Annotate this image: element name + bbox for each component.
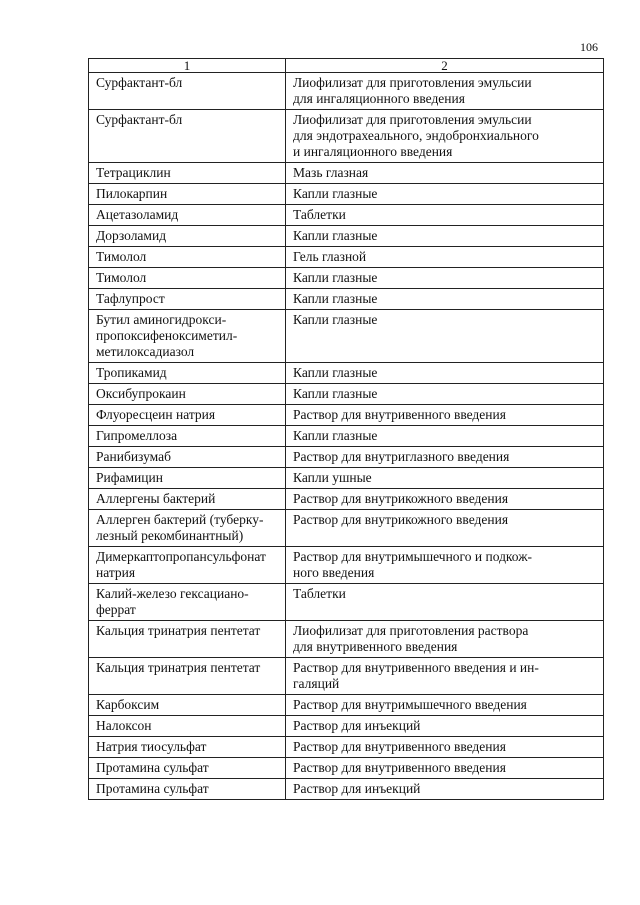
- table-row: [89, 110, 604, 163]
- drug-name-cell: Тафлупрост: [89, 289, 286, 310]
- drug-name-cell: Карбоксим: [89, 695, 286, 716]
- drug-name-cell: Натрия тиосульфат: [89, 737, 286, 758]
- dosage-form-cell: Капли глазные: [286, 363, 604, 384]
- drug-name-cell: Тетрациклин: [89, 163, 286, 184]
- table-row: [89, 658, 604, 695]
- dosage-form-cell: Раствор для внутривенного введения: [286, 405, 604, 426]
- dosage-form-cell: Раствор для инъекций: [286, 779, 604, 800]
- table-row: [89, 247, 604, 268]
- drug-name-cell: Дорзоламид: [89, 226, 286, 247]
- table-header-row: [89, 59, 604, 73]
- table-row: [89, 447, 604, 468]
- drug-name-cell: Аллергены бактерий: [89, 489, 286, 510]
- drug-name-cell: Кальция тринатрия пентетат: [89, 658, 286, 695]
- drug-name-cell: Тимолол: [89, 268, 286, 289]
- dosage-form-cell: Лиофилизат для приготовления раствора для внутривенного введения: [286, 621, 604, 658]
- drug-name-cell: Протамина сульфат: [89, 758, 286, 779]
- dosage-form-cell: Лиофилизат для приготовления эмульсии для ингаляционного введения: [286, 73, 604, 110]
- dosage-form-cell: Раствор для внутривенного введения: [286, 737, 604, 758]
- table-row: [89, 510, 604, 547]
- dosage-form-cell: Раствор для внутривенного введения: [286, 758, 604, 779]
- drug-name-cell: Калий-железо гексациано- феррат: [89, 584, 286, 621]
- drug-name-cell: Бутил аминогидрокси- пропоксифеноксиметил- метилоксадиазол: [89, 310, 286, 363]
- column-header-1: 1: [89, 59, 286, 73]
- table-row: [89, 489, 604, 510]
- dosage-form-cell: Капли глазные: [286, 310, 604, 363]
- dosage-form-cell: Капли глазные: [286, 268, 604, 289]
- table-row: [89, 73, 604, 110]
- table-row: [89, 163, 604, 184]
- drug-name-cell: Сурфактант-бл: [89, 73, 286, 110]
- drug-name-cell: Тимолол: [89, 247, 286, 268]
- table-row: [89, 184, 604, 205]
- dosage-form-cell: Раствор для внутривенного введения и ин- галяций: [286, 658, 604, 695]
- drug-name-cell: Ацетазоламид: [89, 205, 286, 226]
- table-row: [89, 226, 604, 247]
- dosage-form-cell: Раствор для внутрикожного введения: [286, 510, 604, 547]
- dosage-form-cell: Гель глазной: [286, 247, 604, 268]
- table-row: [89, 363, 604, 384]
- drug-name-cell: Пилокарпин: [89, 184, 286, 205]
- drug-name-cell: Димеркаптопропансульфонат натрия: [89, 547, 286, 584]
- table-row: [89, 716, 604, 737]
- table-row: [89, 737, 604, 758]
- table-row: [89, 268, 604, 289]
- table-row: [89, 205, 604, 226]
- dosage-form-cell: Раствор для внутрикожного введения: [286, 489, 604, 510]
- drug-name-cell: Флуоресцеин натрия: [89, 405, 286, 426]
- table-row: [89, 468, 604, 489]
- table-row: [89, 289, 604, 310]
- table-row: [89, 405, 604, 426]
- table-row: [89, 547, 604, 584]
- drug-name-cell: Налоксон: [89, 716, 286, 737]
- table-row: [89, 779, 604, 800]
- dosage-form-cell: Капли ушные: [286, 468, 604, 489]
- table-row: [89, 584, 604, 621]
- dosage-form-cell: Мазь глазная: [286, 163, 604, 184]
- drug-name-cell: Тропикамид: [89, 363, 286, 384]
- table-row: [89, 310, 604, 363]
- table-row: [89, 426, 604, 447]
- dosage-form-cell: Раствор для внутримышечного и подкож- ного введения: [286, 547, 604, 584]
- drug-name-cell: Ранибизумаб: [89, 447, 286, 468]
- drug-name-cell: Рифамицин: [89, 468, 286, 489]
- table-row: [89, 695, 604, 716]
- dosage-form-cell: Капли глазные: [286, 226, 604, 247]
- dosage-form-cell: Лиофилизат для приготовления эмульсии для эндотрахеального, эндобронхиального и ингаляционного введения: [286, 110, 604, 163]
- table-row: [89, 384, 604, 405]
- table-row: [89, 758, 604, 779]
- dosage-form-cell: Капли глазные: [286, 384, 604, 405]
- table-row: [89, 621, 604, 658]
- dosage-form-cell: Таблетки: [286, 584, 604, 621]
- dosage-form-cell: Таблетки: [286, 205, 604, 226]
- drug-name-cell: Кальция тринатрия пентетат: [89, 621, 286, 658]
- drug-name-cell: Аллерген бактерий (туберку- лезный рекомбинантный): [89, 510, 286, 547]
- dosage-form-cell: Раствор для внутриглазного введения: [286, 447, 604, 468]
- drug-name-cell: Гипромеллоза: [89, 426, 286, 447]
- table-body: [89, 73, 604, 800]
- drug-name-cell: Сурфактант-бл: [89, 110, 286, 163]
- drug-name-cell: Оксибупрокаин: [89, 384, 286, 405]
- drug-table: [88, 58, 604, 800]
- dosage-form-cell: Капли глазные: [286, 426, 604, 447]
- dosage-form-cell: Капли глазные: [286, 289, 604, 310]
- dosage-form-cell: Раствор для внутримышечного введения: [286, 695, 604, 716]
- dosage-form-cell: Капли глазные: [286, 184, 604, 205]
- drug-name-cell: Протамина сульфат: [89, 779, 286, 800]
- page-number: 106: [580, 40, 598, 54]
- column-header-2: 2: [286, 59, 604, 73]
- dosage-form-cell: Раствор для инъекций: [286, 716, 604, 737]
